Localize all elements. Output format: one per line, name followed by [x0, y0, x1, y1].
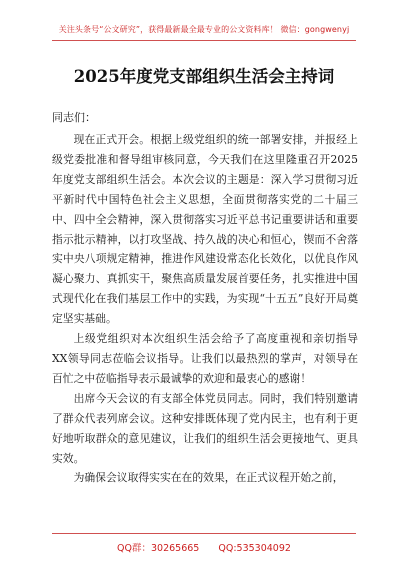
paragraph: 现在正式开会。根据上级党组织的统一部署安排，并报经上级党委批准和督导组审核同意，今天我们在这里隆重召开2025年度党支部组织生活会。本次会议的主题是：深入学习贯彻习近平新时代中国特色社会主义思想，全面贯彻落实党的二十届三中、四中全会精神，深入贯彻落实习近平总书记重要讲话和重要指示批示精神，以打攻坚战、持久战的决心和恒心，锲而不舍落实中央八项规定精神，推进作风建设常态化长效化，以优良作风凝心聚力、真抓实干，聚焦高质量发展首要任务，扎实推进中国式现代化在我们基层工作中的实践，为实现“十五五”良好开局奠定坚实基础。 [52, 133, 358, 326]
paragraph: 上级党组织对本次组织生活会给予了高度重视和亲切指导XX领导同志莅临会议指导。让我们以最热烈的掌声，对领导在百忙之中莅临指导表示最诚挚的欢迎和最衷心的感谢！ [52, 332, 358, 385]
footer-qq-group: QQ群：30265665 [117, 543, 200, 554]
footer-qq: QQ:535304092 [218, 543, 291, 554]
document-body [52, 130, 358, 488]
document-title: 2025年度党支部组织生活会主持词 [73, 67, 335, 86]
header-divider [52, 40, 356, 41]
footer-divider [52, 533, 356, 534]
paragraph: 出席今天会议的有支部全体党员同志。同时，我们特别邀请了群众代表列席会议。这种安排既体现了党内民主，也有利于更好地听取群众的意见建议，让我们的组织生活会更接地气、更具实效。 [52, 391, 358, 465]
footer [0, 540, 408, 554]
salutation: 同志们： [52, 111, 96, 124]
paragraph: 为确保会议取得实实在在的效果，在正式议程开始之前， [73, 471, 344, 485]
header-note: 关注头条号“公文研究”，获得最新最全最专业的公文资料库！ 微信：gongwenyj [58, 25, 350, 34]
